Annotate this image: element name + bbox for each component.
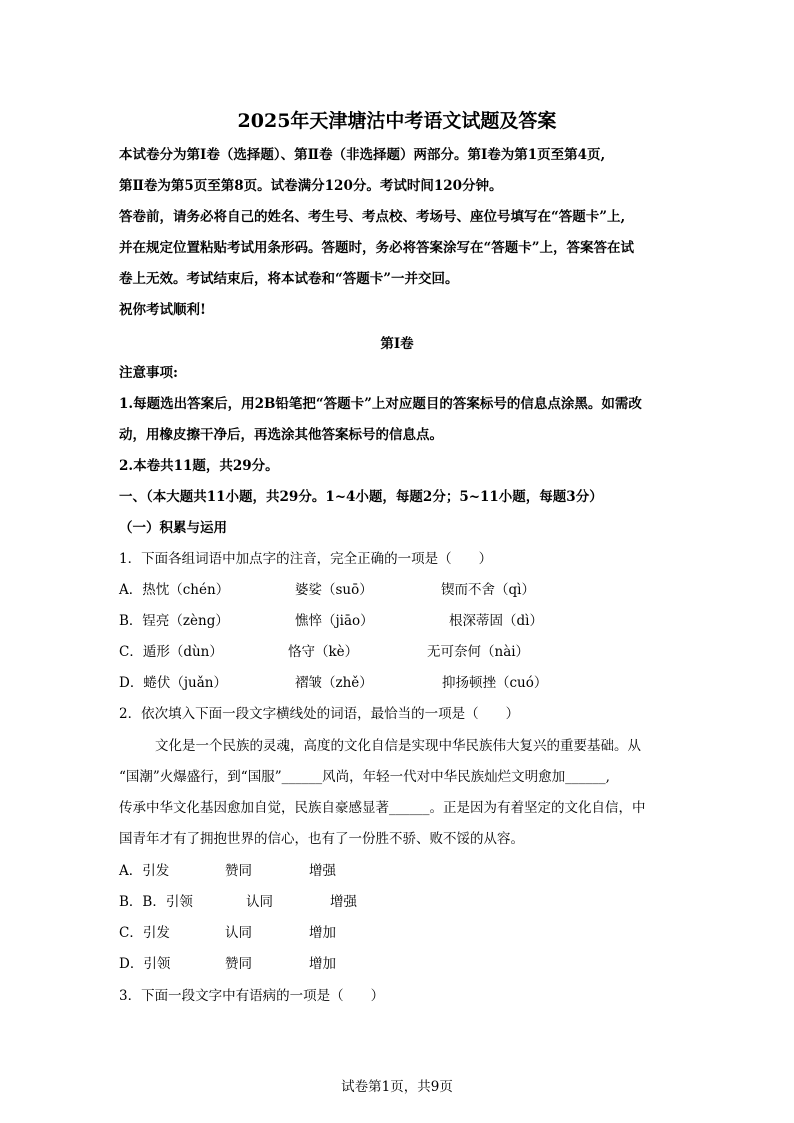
q2-option-a-word1: A．引发: [119, 863, 170, 879]
page-title: 2025年天津塘沽中考语文试题及答案: [237, 110, 557, 132]
q2-passage-line: 国青年才有了拥抱世界的信心，也有了一份胜不骄、败不馁的从容。: [119, 831, 524, 847]
q2-option-c-word2: 认同: [225, 925, 252, 941]
q1-option-d-word1: D．蜷伏（juǎn）: [119, 675, 227, 691]
intro-line: 答卷前，请务必将自己的姓名、考生号、考点校、考场号、座位号填写在“答题卡”上,: [119, 209, 626, 225]
notes-item: 1.每题选出答案后，用2B铅笔把“答题卡”上对应题目的答案标号的信息点涂黑。如需改: [119, 396, 642, 412]
q2-option-b-word2: 认同: [246, 894, 273, 910]
q1-option-b-word2: 憔悴（jiāo）: [295, 613, 374, 629]
q2-passage-line: “国潮”火爆盛行，到“国服”______风尚，年轻一代对中华民族灿烂文明愈加______,: [119, 769, 610, 785]
section-heading: 第Ⅰ卷: [380, 336, 414, 352]
notes-heading: 注意事项:: [119, 365, 178, 381]
q2-option-b-word1: B．B．引领: [119, 894, 193, 910]
q1-option-a-word3: 锲而不舍（qì）: [441, 582, 535, 598]
page-footer: 试卷第1页，共9页: [341, 1079, 453, 1095]
intro-line: 卷上无效。考试结束后，将本试卷和“答题卡”一并交回。: [119, 271, 459, 287]
q1-option-b-word3: 根深蒂固（dì）: [449, 613, 543, 629]
q1-option-b-word1: B．锃亮（zèng）: [119, 613, 229, 629]
q1-option-d-word3: 抑扬顿挫（cuó）: [442, 675, 548, 691]
intro-line: 第Ⅱ卷为第5页至第8页。试卷满分120分。考试时间120分钟。: [119, 178, 503, 194]
q1-option-a-word1: A．热忱（chén）: [119, 582, 230, 598]
q2-option-d-word3: 增加: [309, 956, 336, 972]
intro-line: 本试卷分为第Ⅰ卷（选择题）、第Ⅱ卷（非选择题）两部分。第Ⅰ卷为第1页至第4页,: [119, 147, 606, 163]
q2-option-a-word2: 赞同: [225, 863, 252, 879]
q1-option-c-word1: C．遁形（dùn）: [119, 644, 223, 660]
q1-option-a-word2: 婆娑（suō）: [295, 582, 373, 598]
q2-option-a-word3: 增强: [309, 863, 336, 879]
intro-line: 并在规定位置粘贴考试用条形码。答题时，务必将答案涂写在“答题卡”上，答案答在试: [119, 240, 635, 256]
q2-option-c-word3: 增加: [309, 925, 336, 941]
q2-passage-line: 传承中华文化基因愈加自觉，民族自豪感显著______。正是因为有着坚定的文化自信，中: [119, 800, 646, 816]
good-luck-text: 祝你考试顺利!: [119, 302, 206, 318]
q2-option-d-word2: 赞同: [225, 956, 252, 972]
q1-option-c-word2: 恪守（kè）: [288, 644, 359, 660]
q2-option-b-word3: 增强: [330, 894, 357, 910]
q2-option-d-word1: D．引领: [119, 956, 171, 972]
notes-item: 动，用橡皮擦干净后，再选涂其他答案标号的信息点。: [119, 427, 443, 443]
q1-option-d-word2: 褶皱（zhě）: [295, 675, 373, 691]
q2-option-c-word1: C．引发: [119, 925, 170, 941]
question-1-stem: 1．下面各组词语中加点字的注音，完全正确的一项是（ ）: [119, 551, 493, 567]
notes-item: 2.本卷共11题，共29分。: [119, 458, 279, 474]
question-3-stem: 3．下面一段文字中有语病的一项是（ ）: [119, 988, 385, 1004]
part-heading: 一、（本大题共11小题，共29分。1~4小题，每题2分；5~11小题，每题3分）: [119, 489, 603, 505]
question-2-stem: 2．依次填入下面一段文字横线处的词语，最恰当的一项是（ ）: [119, 706, 520, 722]
q1-option-c-word3: 无可奈何（nài）: [427, 644, 530, 660]
q2-passage-line: 文化是一个民族的灵魂，高度的文化自信是实现中华民族伟大复兴的重要基础。从: [155, 738, 641, 754]
subsection-heading: （一）积累与运用: [119, 520, 227, 536]
